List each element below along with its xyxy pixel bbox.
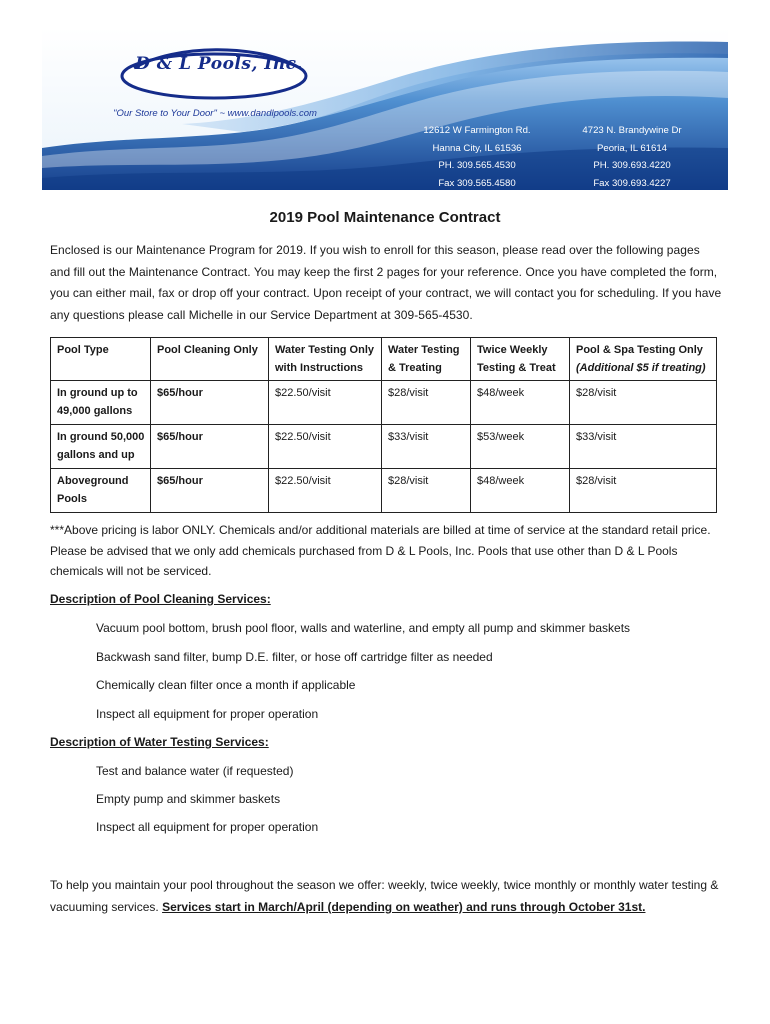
address-city: Peoria, IL 61614 — [596, 142, 668, 154]
address-fax: Fax 309.565.4580 — [438, 177, 516, 189]
page-title: 2019 Pool Maintenance Contract — [269, 209, 501, 226]
address-street: 12612 W Farmington Rd. — [423, 125, 531, 136]
table-cell: In ground up to 49,000 gallons — [51, 381, 151, 425]
table-cell: Aboveground Pools — [51, 469, 151, 513]
header-cell: Water Testing & Treating — [382, 338, 471, 381]
table-row — [51, 425, 717, 469]
address-phone: PH. 309.565.4530 — [438, 160, 516, 171]
list-item: Inspect all equipment for proper operation — [96, 820, 319, 834]
table-cell: $22.50/visit — [269, 469, 382, 513]
header-cell-label: Pool & Spa Testing Only — [576, 344, 703, 356]
table-cell: $33/visit — [382, 425, 471, 469]
list-item: Test and balance water (if requested) — [96, 764, 294, 778]
table-cell: $28/visit — [570, 381, 717, 425]
table-cell: $28/visit — [382, 381, 471, 425]
table-cell: $48/week — [471, 381, 570, 425]
header-banner — [42, 28, 728, 190]
intro-paragraph: Enclosed is our Maintenance Program for 2019. If you wish to enroll for this season, please read over the following pages and fill out the Maintenance Contract. You may keep the first 2 pages for your reference. Once you have completed the form, you can either mail, fax or drop off your contract. Upon receipt of your contract, we will contact you for scheduling. If you have any questions please call Michelle in our Service Department at 309-565-4530. — [50, 243, 722, 322]
service-season-notice: Services start in March/April (depending on weather) and runs through October 31st. — [162, 900, 646, 914]
header-cell-note: (Additional $5 if treating) — [576, 362, 706, 374]
closing-text: To help you maintain your pool throughout the season we offer: weekly, twice weekly, twice monthly or monthly water testing & vacuuming services. — [50, 878, 719, 914]
header-cell: Pool Cleaning Only — [151, 338, 269, 381]
list-item: Empty pump and skimmer baskets — [96, 792, 281, 806]
table-cell: $65/hour — [151, 469, 269, 513]
cleaning-services-heading: Description of Pool Cleaning Services: — [50, 592, 271, 606]
company-logo-text: D & L Pools, Inc. — [135, 54, 303, 74]
pricing-note: ***Above pricing is labor ONLY. Chemicals and/or additional materials are billed at time of service at the standard retail price. Please be advised that we only add chemicals purchased from D & L Pools, Inc. Pools that use other than D & L Pools chemicals will not be serviced. — [50, 523, 711, 578]
address-fax: Fax 309.693.4227 — [593, 177, 671, 189]
table-cell: $28/visit — [382, 469, 471, 513]
address-city: Hanna City, IL 61536 — [432, 142, 522, 154]
testing-services-heading: Description of Water Testing Services: — [50, 735, 269, 749]
address-phone: PH. 309.693.4220 — [593, 160, 671, 171]
table-cell: $22.50/visit — [269, 381, 382, 425]
table-cell: $28/visit — [570, 469, 717, 513]
header-cell — [570, 338, 717, 381]
table-cell: $33/visit — [570, 425, 717, 469]
closing-paragraph — [50, 874, 722, 918]
table-cell: $65/hour — [151, 425, 269, 469]
location-peoria — [557, 122, 707, 190]
table-row — [51, 469, 717, 513]
table-row — [51, 381, 717, 425]
table-cell: $65/hour — [151, 381, 269, 425]
list-item: Inspect all equipment for proper operation — [96, 707, 319, 721]
header-cell: Water Testing Only with Instructions — [269, 338, 382, 381]
company-tagline: "Our Store to Your Door" ~ www.dandlpools.com — [113, 108, 317, 119]
table-cell: $48/week — [471, 469, 570, 513]
list-item: Backwash sand filter, bump D.E. filter, or hose off cartridge filter as needed — [96, 650, 493, 664]
table-cell: $22.50/visit — [269, 425, 382, 469]
list-item: Chemically clean filter once a month if applicable — [96, 678, 356, 692]
pricing-table — [50, 337, 717, 513]
header-cell: Pool Type — [51, 338, 151, 381]
list-item: Vacuum pool bottom, brush pool floor, walls and waterline, and empty all pump and skimmer baskets — [96, 621, 631, 635]
table-cell: In ground 50,000 gallons and up — [51, 425, 151, 469]
address-street: 4723 N. Brandywine Dr — [582, 125, 682, 136]
table-cell: $53/week — [471, 425, 570, 469]
table-header-row — [51, 338, 717, 381]
header-cell: Twice Weekly Testing & Treat — [471, 338, 570, 381]
location-hanna-city — [402, 122, 552, 190]
